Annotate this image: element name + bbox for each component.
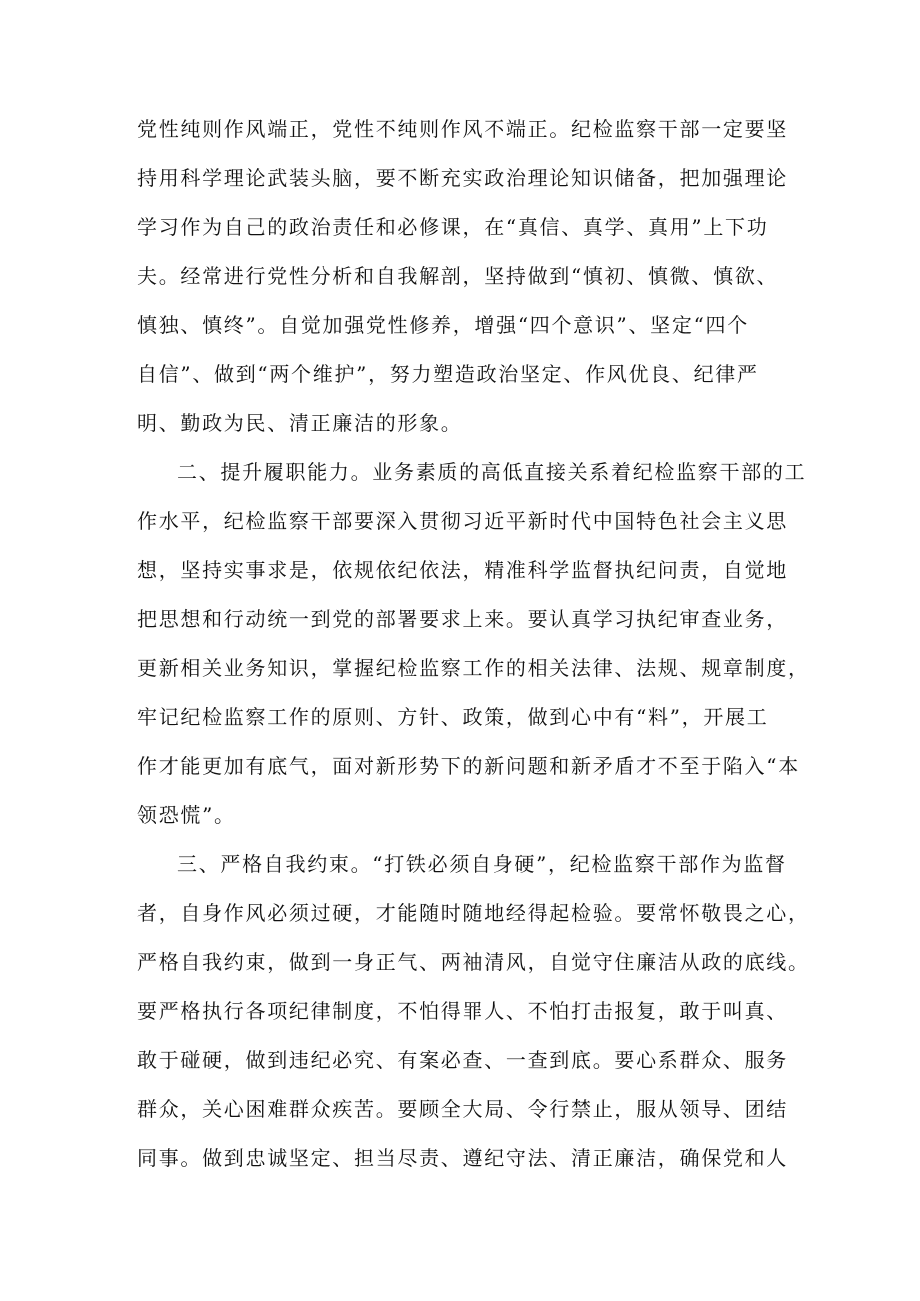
paragraph-two-line-2: 作水平，纪检监察干部要深入贯彻习近平新时代中国特色社会主义思: [137, 509, 788, 533]
paragraph-intro-line-3: 学习作为自己的政治责任和必修课，在“真信、真学、真用”上下功: [137, 215, 769, 239]
paragraph-intro-line-4: 夫。经常进行党性分析和自我解剖，坚持做到“慎初、慎微、慎欲、: [137, 264, 779, 288]
paragraph-intro-line-6: 自信”、做到“两个维护”，努力塑造政治坚定、作风优良、纪律严: [137, 362, 759, 386]
paragraph-intro-line-1: 党性纯则作风端正，党性不纯则作风不端正。纪检监察干部一定要坚: [137, 117, 788, 141]
paragraph-three-line-5: 敢于碰硬，做到违纪必究、有案必查、一查到底。要心系群众、服务: [137, 1048, 788, 1072]
paragraph-two-line-3: 想，坚持实事求是，依规依纪依法，精准科学监督执纪问责，自觉地: [137, 558, 788, 582]
paragraph-two-line-5: 更新相关业务知识，掌握纪检监察工作的相关法律、法规、规章制度，: [137, 656, 810, 680]
paragraph-two-line-8: 领恐慌”。: [137, 803, 236, 827]
paragraph-three-line-3: 严格自我约束，做到一身正气、两袖清风，自觉守住廉洁从政的底线。: [137, 950, 810, 974]
paragraph-three-line-7: 同事。做到忠诚坚定、担当尽责、遵纪守法、清正廉洁，确保党和人: [137, 1146, 788, 1170]
paragraph-three-line-2: 者，自身作风必须过硬，才能随时随地经得起检验。要常怀敬畏之心，: [137, 901, 810, 925]
paragraph-two-line-6: 牢记纪检监察工作的原则、方针、政策，做到心中有“料”，开展工: [137, 705, 769, 729]
paragraph-three-line-4: 要严格执行各项纪律制度，不怕得罪人、不怕打击报复，敢于叫真、: [137, 999, 788, 1023]
paragraph-intro-line-7: 明、勤政为民、清正廉洁的形象。: [137, 411, 463, 435]
paragraph-two-line-1: 二、提升履职能力。业务素质的高低直接关系着纪检监察干部的工: [177, 460, 807, 484]
paragraph-intro-line-5: 慎独、慎终”。自觉加强党性修养，增强“四个意识”、坚定“四个: [137, 313, 749, 337]
paragraph-intro-line-2: 持用科学理论武装头脑，要不断充实政治理论知识储备，把加强理论: [137, 166, 788, 190]
paragraph-three-line-1: 三、严格自我约束。“打铁必须自身硬”，纪检监察干部作为监督: [177, 852, 787, 876]
paragraph-two-line-4: 把思想和行动统一到党的部署要求上来。要认真学习执纪审查业务，: [137, 607, 788, 631]
paragraph-two-line-7: 作才能更加有底气，面对新形势下的新问题和新矛盾才不至于陷入“本: [137, 754, 800, 778]
paragraph-three-line-6: 群众，关心困难群众疾苦。要顾全大局、令行禁止，服从领导、团结: [137, 1097, 788, 1121]
